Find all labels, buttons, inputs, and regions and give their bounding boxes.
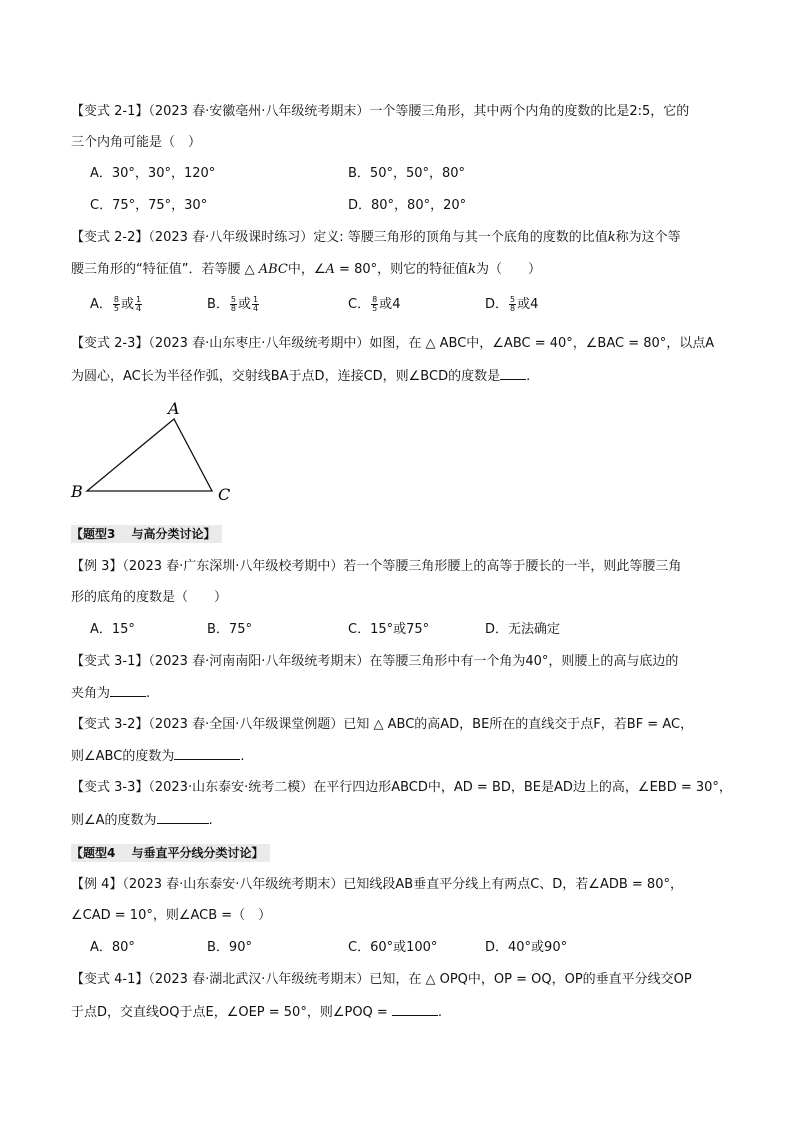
- section-heading-3: 【题型3 与高分类讨论】: [71, 525, 222, 543]
- section-heading-4: 【题型4 与垂直平分线分类讨论】: [71, 844, 270, 862]
- v31-end: .: [146, 686, 151, 701]
- v23-question-line1: 【变式 2-3】（2023 春·山东枣庄·八年级统考期中）如图，在 △ ABC中，∠ABC = 40°，∠BAC = 80°，以点A: [71, 336, 715, 351]
- v21-option-c: C．75°，75°，30°: [90, 198, 208, 213]
- v21-question-line2: 三个内角可能是（ ）: [71, 135, 202, 150]
- vertex-label-a: A: [168, 399, 180, 418]
- v41-text: 于点D，交直线OQ于点E，∠OEP = 50°，则∠POQ =: [71, 1005, 388, 1020]
- numerator: 5: [510, 295, 516, 304]
- v22-text: 腰三角形的“特征值”．若等腰 △: [71, 262, 259, 277]
- numerator: 8: [372, 295, 378, 304]
- ex3-question-line1: 【例 3】（2023 春·广东深圳·八年级校考期中）若一个等腰三角形腰上的高等于腰长的一半，则此等腰三角: [71, 559, 682, 574]
- ex3-option-d: D．无法确定: [485, 622, 561, 637]
- v31-question-line1: 【变式 3-1】（2023 春·河南南阳·八年级统考期末）在等腰三角形中有一个角为40°，则腰上的高与底边的: [71, 654, 679, 669]
- ex3-option-a: A．15°: [90, 622, 135, 637]
- v22-question-line1: [71, 229, 731, 247]
- answer-blank: [174, 747, 240, 760]
- v22-text: = 80°，则它的特征值: [334, 262, 469, 277]
- vertex-label-b: B: [71, 482, 83, 501]
- fraction: [113, 296, 120, 313]
- numerator: 5: [230, 295, 237, 304]
- v21-option-a: A．30°，30°，120°: [90, 166, 216, 181]
- ex4-question-line1: 【例 4】（2023 春·山东泰安·八年级统考期末）已知线段AB垂直平分线上有两点C、D，若∠ADB = 80°，: [71, 877, 683, 892]
- fraction: [135, 296, 142, 313]
- v22-text: 称为这个等: [615, 230, 681, 245]
- v33-question-line1: 【变式 3-3】（2023·山东泰安·统考二模）在平行四边形ABCD中，AD = BD，BE是AD边上的高，∠EBD = 30°，: [71, 780, 732, 795]
- option-label: D．: [485, 297, 509, 312]
- v21-question-line1: 【变式 2-1】（2023 春·安徽亳州·八年级统考期末）一个等腰三角形，其中两个内角的度数的比是2:5，它的: [71, 104, 690, 119]
- denominator: 8: [230, 304, 237, 313]
- v22-text: 【变式 2-2】（2023 春·八年级课时练习）定义: 等腰三角形的顶角与其一个底角的度数的比值: [71, 230, 608, 245]
- v21-option-d: D．80°，80°，20°: [348, 198, 467, 213]
- v33-text: 则∠A的度数为: [71, 813, 157, 828]
- v22-option-c: [348, 296, 400, 314]
- ex4-option-a: A．80°: [90, 940, 135, 955]
- answer-blank: [157, 811, 209, 824]
- v22-option-a: [90, 296, 143, 314]
- ex4-option-c: C．60°或100°: [348, 940, 438, 955]
- ex4-question-line2: ∠CAD = 10°，则∠ACB =（ ）: [71, 908, 272, 923]
- v22-var-a: A: [325, 262, 335, 277]
- v32-text: 则∠ABC的度数为: [71, 749, 175, 764]
- denominator: 8: [510, 304, 516, 313]
- ex4-option-d: D．40°或90°: [485, 940, 568, 955]
- v22-option-d: [485, 296, 538, 314]
- v22-question-line2: [71, 261, 731, 279]
- fraction: [230, 296, 237, 313]
- option-label: C．: [348, 297, 371, 312]
- fraction: [371, 296, 378, 313]
- v41-question-line2: [71, 1003, 731, 1022]
- v33-end: .: [208, 813, 213, 828]
- v22-var-k: k: [607, 230, 616, 245]
- or-text: 或: [379, 297, 393, 312]
- option-label: A．: [90, 297, 112, 312]
- v31-text: 夹角为: [71, 686, 111, 701]
- ex3-option-c: C．15°或75°: [348, 622, 430, 637]
- numerator: 1: [253, 295, 259, 304]
- v23-question-line2: [71, 367, 731, 386]
- answer-blank: [500, 367, 526, 380]
- numerator: 8: [113, 295, 119, 304]
- vertex-label-c: C: [218, 485, 231, 504]
- answer-blank: [110, 684, 146, 697]
- triangle-figure: [60, 395, 250, 510]
- triangle-abc: [87, 419, 212, 491]
- numerator: 1: [136, 295, 142, 304]
- denominator: 5: [113, 304, 119, 313]
- ex4-option-b: B．90°: [207, 940, 252, 955]
- fraction: [252, 296, 259, 313]
- denominator: 4: [253, 304, 259, 313]
- v22-var-abc: ABC: [258, 262, 288, 277]
- answer-blank: [392, 1003, 438, 1016]
- v22-text: 为（ ）: [476, 262, 542, 277]
- or-text: 或: [517, 297, 531, 312]
- or-text: 或: [121, 297, 135, 312]
- v32-question-line2: [71, 747, 731, 766]
- option-tail: 4: [392, 297, 401, 312]
- or-text: 或: [238, 297, 252, 312]
- v22-text: 中，∠: [287, 262, 326, 277]
- v33-question-line2: [71, 811, 731, 830]
- v31-question-line2: [71, 684, 731, 703]
- v32-question-line1: 【变式 3-2】（2023 春·全国·八年级课堂例题）已知 △ ABC的高AD，BE所在的直线交于点F，若BF = AC，: [71, 717, 694, 732]
- v22-option-b: [207, 296, 260, 314]
- v23-end: .: [526, 369, 531, 384]
- fraction: [509, 296, 516, 313]
- v41-question-line1: 【变式 4-1】（2023 春·湖北武汉·八年级统考期末）已知，在 △ OPQ中，OP = OQ，OP的垂直平分线交OP: [71, 972, 692, 987]
- v22-var-k: k: [468, 262, 477, 277]
- option-label: B．: [207, 297, 229, 312]
- ex3-question-line2: 形的底角的度数是（ ）: [71, 590, 228, 605]
- ex3-option-b: B．75°: [207, 622, 252, 637]
- v32-end: .: [240, 749, 245, 764]
- option-tail: 4: [530, 297, 539, 312]
- v23-text: 为圆心，AC长为半径作弧，交射线BA于点D，连接CD，则∠BCD的度数是: [71, 369, 501, 384]
- v41-end: .: [437, 1005, 442, 1020]
- v21-option-b: B．50°，50°，80°: [348, 166, 466, 181]
- denominator: 4: [136, 304, 142, 313]
- denominator: 5: [372, 304, 378, 313]
